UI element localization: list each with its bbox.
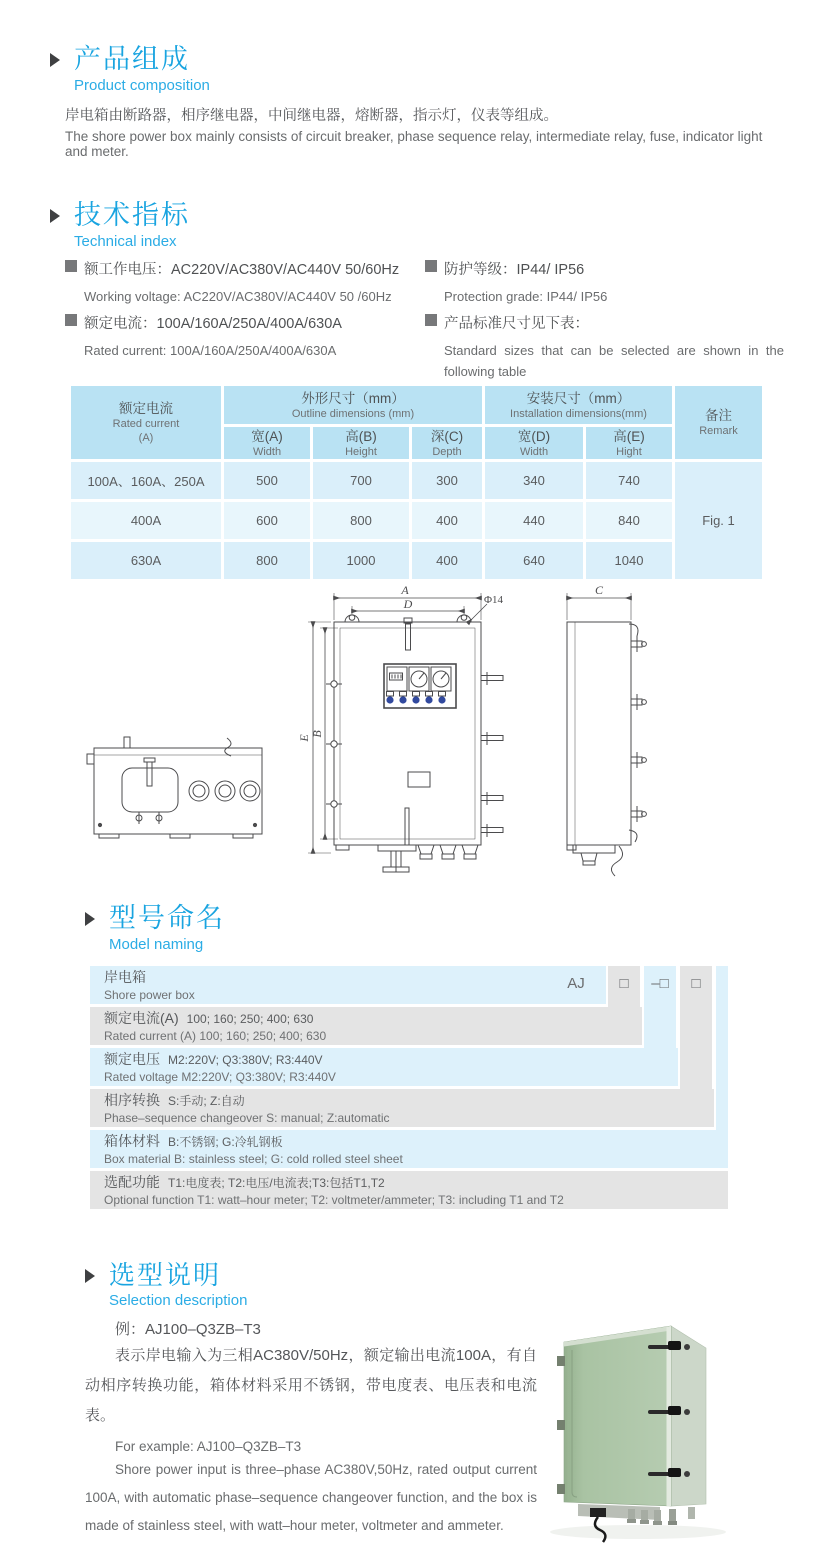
ladder-row-optional-function: 选配功能 T1:电度表; T2:电压/电流表;T3:包括T1,T2 Optional function T1: watt–hour meter; T2: voltmeter/ammeter; T3: including T1 and T2 [104, 1174, 564, 1207]
dimensions-table-wrap [68, 383, 765, 582]
table-cell: 100A、160A、250A [71, 462, 221, 499]
ladder-row-rated-voltage: 额定电压 M2:220V; Q3:380V; R3:440V Rated voltage M2:220V; Q3:380V; R3:440V [104, 1051, 336, 1084]
latch-drawing [631, 636, 646, 822]
ladder-row-box-material: 箱体材料 B:不锈钢; G:冷轧钢板 Box material B: stainless steel; G: cold rolled steel sheet [104, 1133, 403, 1166]
table-cell: 400A [71, 502, 221, 539]
clamp-icon [590, 1508, 606, 1517]
col-header-hight-e: 高(E) Hight [586, 427, 672, 459]
remark-cell: Fig. 1 [675, 462, 762, 579]
section-title-zh: 选型说明 [109, 1260, 222, 1290]
table-cell: 800 [313, 502, 409, 539]
table-cell: 840 [586, 502, 672, 539]
table-cell: 640 [485, 542, 583, 579]
spec-bullet-icon [65, 314, 77, 326]
table-cell: 500 [224, 462, 310, 499]
spec-rated-current [65, 312, 342, 361]
technical-drawing [75, 578, 765, 878]
model-code-box3-icon: □ [691, 975, 701, 992]
spec-bullet-icon [425, 260, 437, 272]
spec-standard-sizes [425, 312, 784, 382]
section-title-zh: 技术指标 [74, 200, 190, 230]
selection-body-zh: 表示岸电输入为三相AC380V/50Hz，额定输出电流100A，有自动相序转换功能，箱体材料采用不锈钢，带电度表、电压表和电流表。 [85, 1347, 537, 1424]
ladder-row-phase-sequence: 相序转换 S:手动; Z:自动 Phase–sequence changeover S: manual; Z:automatic [104, 1092, 390, 1125]
table-cell: 800 [224, 542, 310, 579]
col-header-width-d: 宽(D) Width [485, 427, 583, 459]
col-header-width-a: 宽(A) Width [224, 427, 310, 459]
group-header-installation: 安装尺寸（mm） Installation dimensions(mm) [485, 386, 672, 424]
selection-text-block [85, 1318, 537, 1540]
spec-en: Working voltage: AC220V/AC380V/AC440V 50 /60Hz [84, 289, 392, 304]
table-cell: 740 [586, 462, 672, 499]
selection-example-zh: 例：AJ100–Q3ZB–T3 [115, 1321, 261, 1338]
model-naming-ladder [90, 966, 750, 1212]
model-code-box1-icon: □ [619, 975, 629, 992]
spec-protection-grade [425, 258, 607, 307]
spec-zh: 产品标准尺寸见下表： [444, 316, 589, 332]
section-selection-description [85, 1262, 247, 1309]
spec-zh: 额工作电压：AC220V/AC380V/AC440V 50/60Hz [84, 262, 400, 278]
front-view-drawing [308, 593, 503, 872]
table-cell: 440 [485, 502, 583, 539]
meter-panel-drawing [384, 664, 456, 708]
col-header-height-b: 高(B) Height [313, 427, 409, 459]
spec-en: Rated current: 100A/160A/250A/400A/630A [84, 343, 337, 358]
selection-example-en: For example: AJ100–Q3ZB–T3 [115, 1439, 302, 1454]
section-title-en: Product composition [74, 77, 210, 94]
section-arrow-icon [50, 209, 60, 223]
col-header-rated-current: 额定电流 Rated current (A) [71, 386, 221, 459]
dimensions-table [68, 383, 765, 582]
table-cell: 400 [412, 542, 482, 579]
table-cell: 630A [71, 542, 221, 579]
section-technical-index [50, 202, 190, 250]
section-product-composition [50, 46, 210, 94]
dim-label-e: E [297, 734, 311, 742]
side-view-drawing [567, 593, 646, 876]
ladder-row-shore-power-box: 岸电箱 Shore power box [104, 969, 195, 1002]
composition-text-en: The shore power box mainly consists of circuit breaker, phase sequence relay, intermediate relay, fuse, indicator light and meter. [65, 129, 763, 159]
table-cell: 400 [412, 502, 482, 539]
indicator-lights-drawing [386, 696, 445, 703]
spec-en: Standard sizes that can be selected are shown in the following table [444, 343, 784, 379]
section-title-en: Technical index [74, 233, 177, 250]
section-arrow-icon [85, 1269, 95, 1283]
dim-label-b: B [310, 730, 324, 738]
table-cell: 300 [412, 462, 482, 499]
col-header-depth-c: 深(C) Depth [412, 427, 482, 459]
table-cell: 600 [224, 502, 310, 539]
enclosure-box [557, 1326, 706, 1542]
spec-working-voltage [65, 258, 399, 307]
ladder-row-rated-current: 额定电流(A) 100; 160; 250; 400; 630 Rated current (A) 100; 160; 250; 400; 630 [104, 1010, 327, 1043]
section-title-en: Selection description [109, 1292, 248, 1309]
model-code-box2-icon: –□ [651, 975, 669, 992]
spec-zh: 额定电流：100A/160A/250A/400A/630A [84, 316, 342, 332]
ladder-column [716, 966, 728, 1168]
table-cell: 340 [485, 462, 583, 499]
table-cell: 700 [313, 462, 409, 499]
bottom-view-drawing [87, 737, 262, 838]
section-arrow-icon [50, 53, 60, 67]
table-cell: 1040 [586, 542, 672, 579]
section-title-zh: 型号命名 [109, 903, 225, 933]
model-code-prefix: AJ [567, 975, 585, 992]
dim-label-d: D [403, 597, 413, 611]
spec-zh: 防护等级：IP44/ IP56 [444, 262, 585, 278]
section-title-zh: 产品组成 [74, 44, 190, 74]
product-photo [538, 1296, 810, 1568]
selection-body-en: Shore power input is three–phase AC380V,50Hz, rated output current 100A, with automatic phase–sequence changeover function, and the box is made of stainless steel, with watt–hour meter, voltmeter and ammeter. [85, 1462, 537, 1533]
composition-text-zh: 岸电箱由断路器，相序继电器，中间继电器，熔断器，指示灯，仪表等组成。 [65, 108, 558, 124]
dim-label-a: A [401, 583, 409, 597]
hole-diameter-label: Φ14 [484, 594, 504, 606]
spec-en: Protection grade: IP44/ IP56 [444, 289, 608, 304]
section-arrow-icon [85, 912, 95, 926]
col-header-remark: 备注 Remark [675, 386, 762, 459]
section-model-naming [85, 905, 225, 953]
group-header-outline: 外形尺寸（mm） Outline dimensions (mm) [224, 386, 482, 424]
section-title-en: Model naming [109, 936, 204, 953]
spec-bullet-icon [425, 314, 437, 326]
table-cell: 1000 [313, 542, 409, 579]
spec-bullet-icon [65, 260, 77, 272]
dim-label-c: C [594, 583, 604, 597]
